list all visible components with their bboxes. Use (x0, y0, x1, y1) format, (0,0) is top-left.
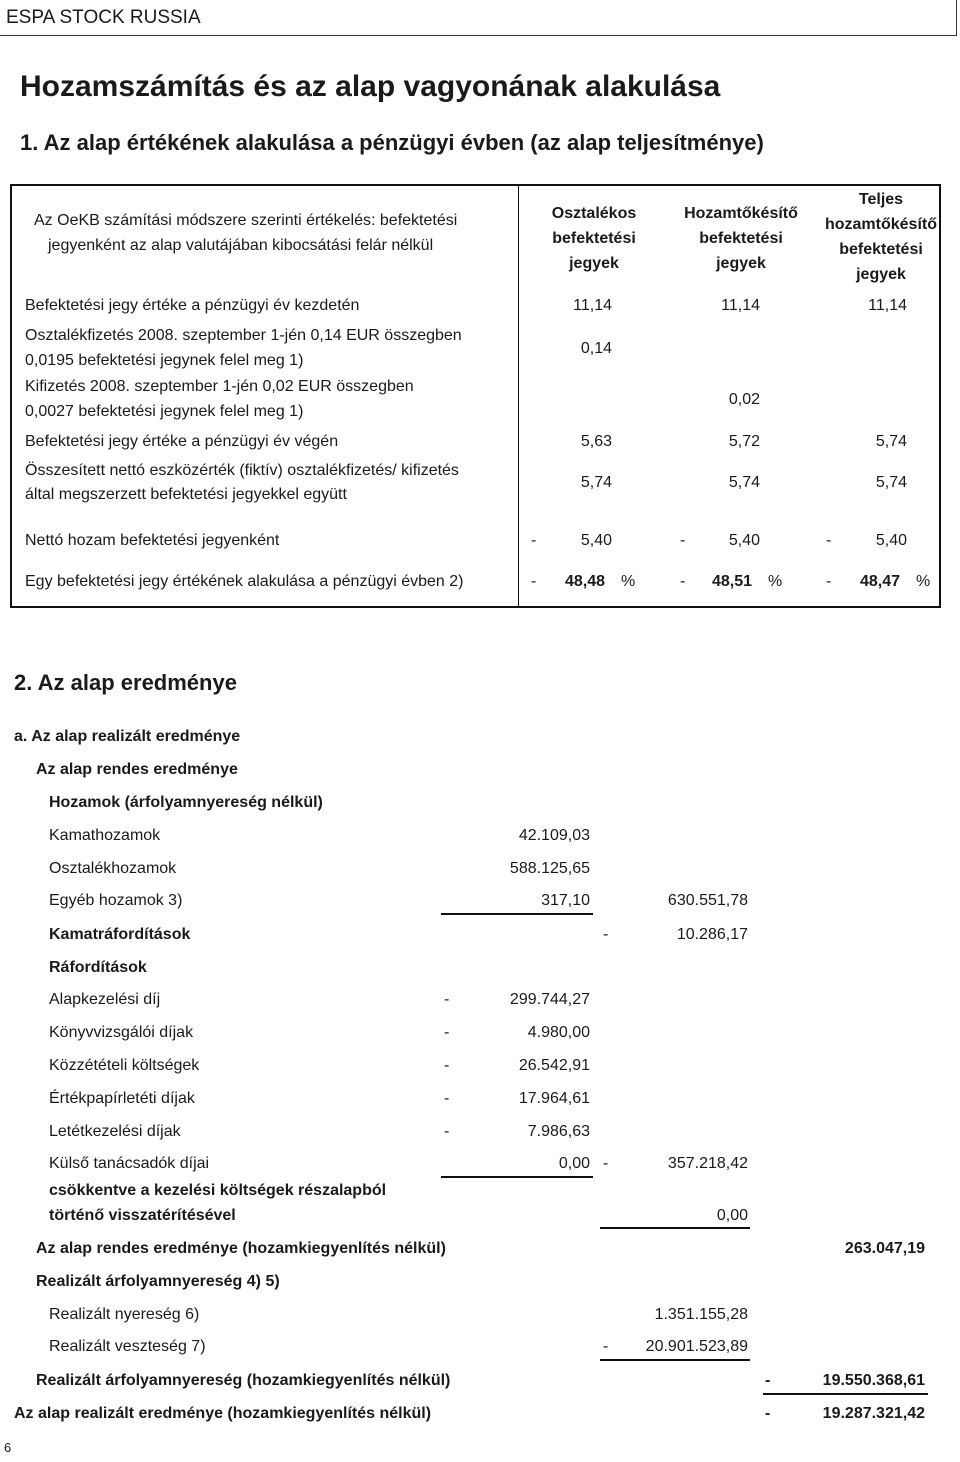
row-payout-label-2: 0,0027 befektetési jegynek felel meg 1) (25, 403, 304, 420)
row-dividend-label-1: Osztalékfizetés 2008. szeptember 1-jén 0,14 EUR összegben (25, 327, 462, 344)
expense-sign: - (444, 1090, 450, 1107)
expense-sign: - (444, 991, 450, 1008)
realized-losses-value: 20.901.523,89 (645, 1338, 748, 1355)
ordinary-result-value: 263.047,19 (844, 1240, 925, 1257)
realized-result-value: 19.287.321,42 (822, 1405, 925, 1422)
income-underline (441, 913, 593, 915)
capital-result-label: Realizált árfolyamnyereség (hozamkiegyenlítés nélkül) (36, 1372, 451, 1389)
row-dividend-col1: 0,14 (580, 340, 612, 357)
row-performance-unit2: % (768, 573, 783, 590)
expense-sign: - (444, 1123, 450, 1140)
ordinary-result-label: Az alap rendes eredménye (hozamkiegyenlítés nélkül) (36, 1240, 446, 1257)
interest-expense-label: Kamatráfordítások (49, 926, 191, 943)
expense-value: 26.542,91 (518, 1057, 590, 1074)
subsection-a-title: a. Az alap realizált eredménye (14, 728, 241, 745)
section-1-title: 1. Az alap értékének alakulása a pénzügyi évben (az alap teljesítménye) (20, 130, 764, 155)
interest-expense-total: 10.286,17 (676, 926, 748, 943)
row-performance-col2: 48,51 (712, 573, 753, 590)
table-description-line-2: jegyenként az alap valutájában kibocsátási felár nélkül (48, 237, 434, 254)
row-end-value-col2: 5,72 (728, 433, 760, 450)
realized-result-sign: - (765, 1405, 771, 1422)
row-end-value-col1: 5,63 (580, 433, 612, 450)
row-end-value-label: Befektetési jegy értéke a pénzügyi év végén (25, 433, 339, 450)
column-header-dividend: Osztalékos befektetési jegyek (551, 205, 637, 272)
income-heading: Hozamok (árfolyamnyereség nélkül) (49, 794, 323, 811)
column-header-accumulating: Hozamtőkésítő befektetési jegyek (684, 205, 798, 272)
other-income-value: 317,10 (541, 892, 590, 909)
capital-result-underline (763, 1393, 928, 1395)
expense-value: 7.986,63 (527, 1123, 590, 1140)
expenses-total: 357.218,42 (667, 1155, 748, 1172)
dividend-income-label: Osztalékhozamok (49, 860, 177, 877)
capital-gains-heading: Realizált árfolyamnyereség 4) 5) (36, 1273, 280, 1290)
row-net-return-col1: 5,40 (580, 532, 612, 549)
advisor-fees-label: Külső tanácsadók díjai (49, 1155, 210, 1172)
expense-label: Letétkezelési díjak (49, 1123, 181, 1140)
row-performance-label: Egy befektetési jegy értékének alakulása a pénzügyi évben 2) (25, 573, 464, 590)
income-total: 630.551,78 (667, 892, 748, 909)
capital-underline (600, 1359, 750, 1361)
row-nav-col1: 5,74 (580, 474, 612, 491)
expenses-underline (441, 1176, 593, 1178)
row-net-return-col3: 5,40 (875, 532, 907, 549)
fund-name: ESPA STOCK RUSSIA (6, 7, 201, 28)
row-start-value-col1: 11,14 (573, 297, 612, 314)
row-start-value-col3: 11,14 (868, 297, 907, 314)
section-2-title: 2. Az alap eredménye (14, 670, 237, 695)
row-dividend-label-2: 0,0195 befektetési jegynek felel meg 1) (25, 352, 304, 369)
row-performance-unit3: % (916, 573, 931, 590)
row-net-return-col2: 5,40 (728, 532, 760, 549)
row-net-return-sign2: - (680, 532, 686, 549)
expense-value: 299.744,27 (509, 991, 590, 1008)
reimbursement-label-2: történő visszatérítésével (49, 1207, 236, 1224)
document-header (0, 0, 957, 36)
row-net-return-sign3: - (826, 532, 832, 549)
realized-losses-label: Realizált veszteség 7) (49, 1338, 206, 1355)
row-payout-label-1: Kifizetés 2008. szeptember 1-jén 0,02 EUR összegben (25, 378, 414, 395)
expense-label: Közzétételi költségek (49, 1057, 200, 1074)
row-nav-label-2: által megszerzett befektetési jegyekkel együtt (25, 486, 347, 503)
expense-label: Értékpapírletéti díjak (49, 1090, 195, 1107)
realized-losses-sign: - (603, 1338, 609, 1355)
row-performance-sign1: - (531, 573, 537, 590)
expenses-heading: Ráfordítások (49, 959, 147, 976)
reimbursement-underline (600, 1227, 750, 1229)
realized-result-label: Az alap realizált eredménye (hozamkiegyenlítés nélkül) (14, 1405, 432, 1422)
row-performance-unit1: % (621, 573, 636, 590)
row-nav-col2: 5,74 (728, 474, 760, 491)
advisor-fees-value: 0,00 (558, 1155, 590, 1172)
row-nav-label-1: Összesített nettó eszközérték (fiktív) osztalékfizetés/ kifizetés (25, 462, 459, 479)
capital-result-sign: - (765, 1372, 771, 1389)
dividend-income-value: 588.125,65 (509, 860, 590, 877)
expense-value: 17.964,61 (518, 1090, 590, 1107)
reimbursement-label-1: csökkentve a kezelési költségek részalapból (49, 1182, 387, 1199)
row-start-value-label: Befektetési jegy értéke a pénzügyi év kezdetén (25, 297, 360, 314)
realized-gains-value: 1.351.155,28 (654, 1306, 748, 1323)
row-net-return-label: Nettó hozam befektetési jegyenként (25, 532, 280, 549)
row-performance-sign3: - (826, 573, 832, 590)
row-payout-col2: 0,02 (728, 391, 760, 408)
realized-gains-label: Realizált nyereség 6) (49, 1306, 200, 1323)
interest-income-value: 42.109,03 (518, 827, 590, 844)
expense-sign: - (444, 1057, 450, 1074)
row-end-value-col3: 5,74 (875, 433, 907, 450)
row-performance-col1: 48,48 (565, 573, 606, 590)
row-performance-col3: 48,47 (860, 573, 901, 590)
expense-label: Könyvvizsgálói díjak (49, 1024, 194, 1041)
row-start-value-col2: 11,14 (721, 297, 760, 314)
page-title: Hozamszámítás és az alap vagyonának alakulása (20, 70, 721, 103)
ordinary-result-heading: Az alap rendes eredménye (36, 761, 238, 778)
row-nav-col3: 5,74 (875, 474, 907, 491)
reimbursement-total: 0,00 (716, 1207, 748, 1224)
interest-expense-sign: - (603, 926, 609, 943)
capital-result-value: 19.550.368,61 (822, 1372, 925, 1389)
page-number: 6 (4, 1440, 12, 1455)
row-performance-sign2: - (680, 573, 686, 590)
expenses-total-sign: - (603, 1155, 609, 1172)
expense-value: 4.980,00 (527, 1024, 590, 1041)
column-header-full-accumulating: Teljes hozamtőkésítő befektetési jegyek (824, 191, 937, 283)
row-net-return-sign1: - (531, 532, 537, 549)
interest-income-label: Kamathozamok (49, 827, 161, 844)
other-income-label: Egyéb hozamok 3) (49, 892, 183, 909)
expense-label: Alapkezelési díj (49, 991, 161, 1008)
table-description-line-1: Az OeKB számítási módszere szerinti értékelés: befektetési (34, 212, 458, 229)
expense-sign: - (444, 1024, 450, 1041)
performance-table (10, 184, 941, 608)
